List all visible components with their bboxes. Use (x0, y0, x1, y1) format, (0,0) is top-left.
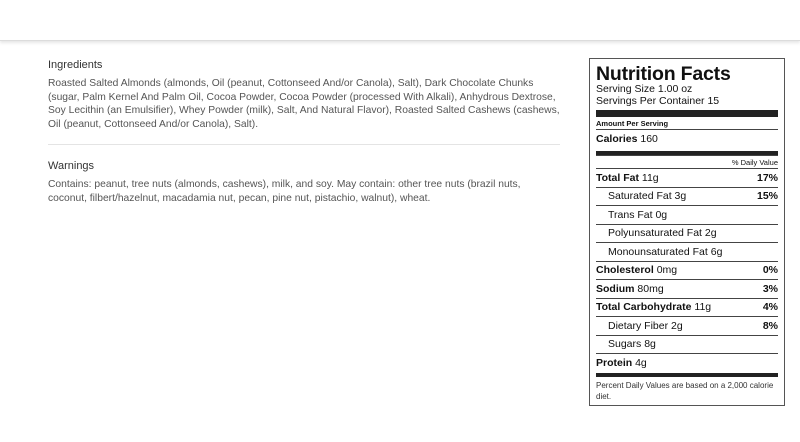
nutrient-label: Monounsaturated Fat (608, 245, 708, 258)
calories-value: 160 (640, 133, 658, 145)
section-divider (48, 144, 560, 145)
nutrient-amount: 11g (641, 171, 659, 184)
nutrient-label: Trans Fat (608, 208, 653, 221)
warnings-section (48, 159, 560, 205)
nutrient-label: Total Carbohydrate (596, 301, 692, 314)
ingredients-text: Roasted Salted Almonds (almonds, Oil (peanut, Cottonseed And/or Canola), Salt), Dark Chocolate Chunks (sugar, Palm Kernel And Palm Oil, Cocoa Powder, Cocoa Powder (processed With Alkali), Anhydrous Dextrose, Soy Lecithin (an Emulsifier), Whey Powder (milk), Salt, And Natural Flavor), Roasted Salted Cashews (cashews, Oil (peanut, Cottonseed And/or Canola), Salt). (48, 78, 560, 130)
nutrient-label: Saturated Fat (608, 190, 672, 203)
top-header-bar (0, 0, 800, 41)
nutrient-percent: 0% (762, 264, 778, 277)
nutrient-amount: 4g (635, 356, 647, 369)
product-details (48, 58, 560, 205)
nutrient-row-polyunsaturated-fat (596, 224, 778, 243)
nutrient-row-protein (596, 353, 778, 372)
nutrition-facts-title: Nutrition Facts (596, 63, 731, 85)
calories-row (596, 129, 778, 149)
nutrient-row-dietary-fiber (596, 316, 778, 335)
nutrient-label: Polyunsaturated Fat (608, 227, 702, 240)
nutrient-amount: 2g (671, 319, 683, 332)
daily-values-footnote: Percent Daily Values are based on a 2,000 calorie diet. (596, 373, 778, 402)
nutrient-row-cholesterol (596, 261, 778, 280)
nutrient-amount: 2g (704, 227, 717, 240)
warnings-text: Contains: peanut, tree nuts (almonds, cashews), milk, and soy. May contain: other tree nuts (brazil nuts, coconut, filbert/hazelnut, macadamia nut, pecan, pine nut, pistachio, walnut), wheat. (48, 179, 521, 204)
nutrient-amount: 11g (694, 301, 712, 314)
nutrient-row-trans-fat (596, 205, 778, 224)
nutrient-percent: 3% (762, 282, 778, 295)
nutrient-row-total-carbohydrate (596, 298, 778, 317)
nutrient-label: Total Fat (596, 171, 639, 184)
daily-value-header: % Daily Value (596, 155, 778, 168)
nutrient-amount: 3g (674, 190, 687, 203)
calories-label: Calories (596, 133, 638, 145)
nutrient-amount: 6g (710, 245, 723, 258)
servings-per-container: Servings Per Container 15 (596, 94, 720, 107)
nutrient-amount: 0mg (656, 264, 678, 277)
nutrient-row-sodium (596, 279, 778, 298)
nutrient-row-total-fat (596, 168, 778, 187)
ingredients-section (48, 58, 560, 131)
nutrient-amount: 8g (644, 338, 656, 351)
nutrient-percent: 8% (762, 319, 778, 332)
nutrient-row-sugars (596, 335, 778, 354)
amount-per-serving: Amount Per Serving (596, 119, 669, 128)
nutrient-percent: 4% (762, 301, 778, 314)
serving-size: Serving Size 1.00 oz (596, 83, 693, 95)
nutrient-label: Protein (596, 356, 633, 369)
warnings-title: Warnings (48, 160, 95, 172)
nutrient-amount: 0g (655, 208, 668, 221)
nutrient-row-saturated-fat (596, 187, 778, 206)
nutrient-label: Cholesterol (596, 264, 654, 277)
nutrient-label: Dietary Fiber (608, 319, 669, 332)
nutrient-row-monounsaturated-fat (596, 242, 778, 261)
nutrient-amount: 80mg (637, 282, 664, 295)
nutrient-percent: 15% (756, 190, 778, 203)
nutrition-facts-panel (589, 58, 785, 406)
nutrient-percent: 17% (756, 171, 778, 184)
nutrient-label: Sodium (596, 282, 635, 295)
nutrient-label: Sugars (608, 338, 642, 351)
ingredients-title: Ingredients (48, 59, 103, 71)
thick-divider (596, 110, 778, 117)
